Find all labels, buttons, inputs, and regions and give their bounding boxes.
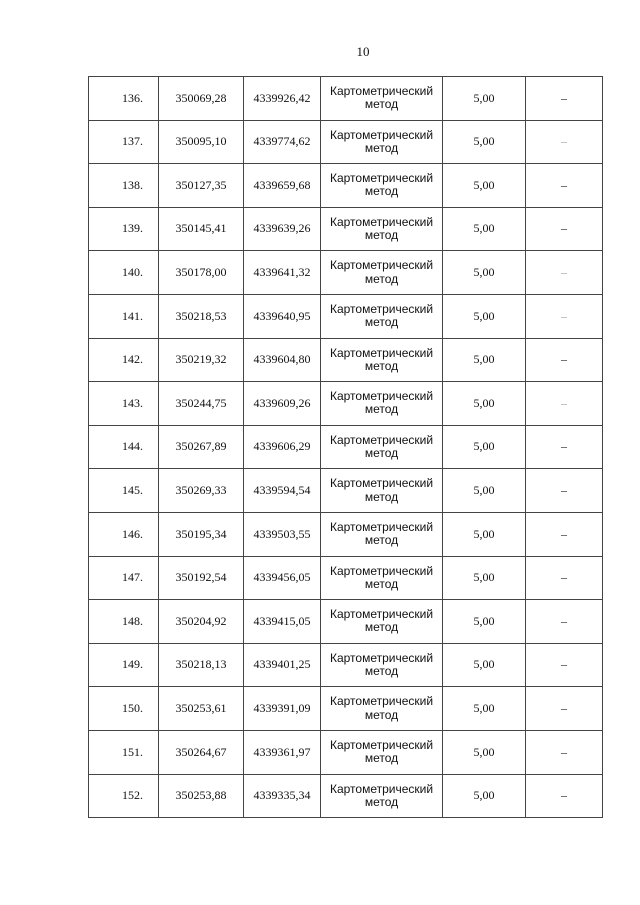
method-text: метод — [364, 489, 399, 504]
note-dash: – — [526, 382, 603, 426]
y-coordinate: 4339503,55 — [244, 512, 321, 556]
method-text: Картометрический — [329, 214, 434, 229]
table-row — [89, 164, 603, 208]
point-number: 142. — [89, 338, 159, 382]
point-number: 146. — [89, 512, 159, 556]
x-coordinate: 350244,75 — [159, 382, 244, 426]
note-dash: – — [526, 600, 603, 644]
x-coordinate: 350192,54 — [159, 556, 244, 600]
method-text: метод — [364, 533, 399, 548]
y-coordinate: 4339401,25 — [244, 643, 321, 687]
method-cell — [321, 556, 443, 600]
accuracy-value: 5,00 — [443, 207, 526, 251]
accuracy-value: 5,00 — [443, 338, 526, 382]
coordinates-table-body — [89, 77, 603, 818]
x-coordinate: 350127,35 — [159, 164, 244, 208]
x-coordinate: 350219,32 — [159, 338, 244, 382]
method-text: Картометрический — [329, 302, 434, 317]
y-coordinate: 4339456,05 — [244, 556, 321, 600]
y-coordinate: 4339641,32 — [244, 251, 321, 295]
point-number: 138. — [89, 164, 159, 208]
y-coordinate: 4339926,42 — [244, 77, 321, 121]
note-dash: – — [526, 774, 603, 818]
y-coordinate: 4339640,95 — [244, 294, 321, 338]
y-coordinate: 4339335,34 — [244, 774, 321, 818]
coordinates-table — [88, 76, 603, 818]
note-dash: – — [526, 207, 603, 251]
point-number: 145. — [89, 469, 159, 513]
method-cell — [321, 687, 443, 731]
method-cell — [321, 164, 443, 208]
accuracy-value: 5,00 — [443, 164, 526, 208]
method-text: метод — [364, 228, 399, 243]
method-text: Картометрический — [329, 171, 434, 186]
x-coordinate: 350178,00 — [159, 251, 244, 295]
table-row — [89, 77, 603, 121]
note-dash: – — [526, 425, 603, 469]
table-row — [89, 730, 603, 774]
accuracy-value: 5,00 — [443, 687, 526, 731]
method-text: метод — [364, 664, 399, 679]
point-number: 149. — [89, 643, 159, 687]
point-number: 140. — [89, 251, 159, 295]
method-text: Картометрический — [329, 258, 434, 273]
method-cell — [321, 294, 443, 338]
note-dash: – — [526, 294, 603, 338]
note-dash: – — [526, 251, 603, 295]
method-text: Картометрический — [329, 650, 434, 665]
point-number: 137. — [89, 120, 159, 164]
method-cell — [321, 730, 443, 774]
method-text: Картометрический — [329, 432, 434, 447]
accuracy-value: 5,00 — [443, 382, 526, 426]
page-number: 10 — [356, 44, 370, 59]
method-cell — [321, 77, 443, 121]
x-coordinate: 350218,53 — [159, 294, 244, 338]
accuracy-value: 5,00 — [443, 774, 526, 818]
method-text: Картометрический — [329, 694, 434, 709]
x-coordinate: 350269,33 — [159, 469, 244, 513]
method-text: Картометрический — [329, 563, 434, 578]
method-text: метод — [364, 576, 399, 591]
table-row — [89, 556, 603, 600]
y-coordinate: 4339609,26 — [244, 382, 321, 426]
y-coordinate: 4339639,26 — [244, 207, 321, 251]
method-text: Картометрический — [329, 781, 434, 796]
method-text: Картометрический — [329, 738, 434, 753]
y-coordinate: 4339361,97 — [244, 730, 321, 774]
accuracy-value: 5,00 — [443, 730, 526, 774]
method-cell — [321, 425, 443, 469]
point-number: 148. — [89, 600, 159, 644]
x-coordinate: 350264,67 — [159, 730, 244, 774]
method-cell — [321, 512, 443, 556]
method-cell — [321, 251, 443, 295]
x-coordinate: 350253,61 — [159, 687, 244, 731]
x-coordinate: 350145,41 — [159, 207, 244, 251]
method-cell — [321, 120, 443, 164]
x-coordinate: 350204,92 — [159, 600, 244, 644]
y-coordinate: 4339604,80 — [244, 338, 321, 382]
x-coordinate: 350095,10 — [159, 120, 244, 164]
method-text: метод — [364, 315, 399, 330]
note-dash: – — [526, 164, 603, 208]
accuracy-value: 5,00 — [443, 120, 526, 164]
y-coordinate: 4339774,62 — [244, 120, 321, 164]
note-dash: – — [526, 556, 603, 600]
method-text: метод — [364, 402, 399, 417]
accuracy-value: 5,00 — [443, 425, 526, 469]
method-text: метод — [364, 184, 399, 199]
point-number: 151. — [89, 730, 159, 774]
table-row — [89, 294, 603, 338]
note-dash: – — [526, 512, 603, 556]
x-coordinate: 350267,89 — [159, 425, 244, 469]
point-number: 139. — [89, 207, 159, 251]
method-text: метод — [364, 271, 399, 286]
method-cell — [321, 774, 443, 818]
note-dash: – — [526, 687, 603, 731]
accuracy-value: 5,00 — [443, 643, 526, 687]
method-text: Картометрический — [329, 389, 434, 404]
point-number: 152. — [89, 774, 159, 818]
method-cell — [321, 469, 443, 513]
x-coordinate: 350069,28 — [159, 77, 244, 121]
x-coordinate: 350253,88 — [159, 774, 244, 818]
method-cell — [321, 600, 443, 644]
point-number: 150. — [89, 687, 159, 731]
table-row — [89, 382, 603, 426]
method-text: Картометрический — [329, 607, 434, 622]
method-text: метод — [364, 140, 399, 155]
point-number: 144. — [89, 425, 159, 469]
accuracy-value: 5,00 — [443, 77, 526, 121]
y-coordinate: 4339391,09 — [244, 687, 321, 731]
method-text: метод — [364, 620, 399, 635]
table-row — [89, 643, 603, 687]
method-cell — [321, 207, 443, 251]
x-coordinate: 350218,13 — [159, 643, 244, 687]
table-row — [89, 469, 603, 513]
y-coordinate: 4339594,54 — [244, 469, 321, 513]
method-text: метод — [364, 707, 399, 722]
table-row — [89, 512, 603, 556]
y-coordinate: 4339606,29 — [244, 425, 321, 469]
accuracy-value: 5,00 — [443, 556, 526, 600]
note-dash: – — [526, 643, 603, 687]
table-row — [89, 600, 603, 644]
table-row — [89, 338, 603, 382]
note-dash: – — [526, 469, 603, 513]
method-cell — [321, 643, 443, 687]
table-row — [89, 251, 603, 295]
accuracy-value: 5,00 — [443, 600, 526, 644]
point-number: 136. — [89, 77, 159, 121]
note-dash: – — [526, 120, 603, 164]
point-number: 143. — [89, 382, 159, 426]
table-row — [89, 207, 603, 251]
method-cell — [321, 338, 443, 382]
y-coordinate: 4339659,68 — [244, 164, 321, 208]
y-coordinate: 4339415,05 — [244, 600, 321, 644]
method-text: метод — [364, 794, 399, 809]
method-text: Картометрический — [329, 476, 434, 491]
table-row — [89, 774, 603, 818]
point-number: 141. — [89, 294, 159, 338]
method-text: Картометрический — [329, 345, 434, 360]
method-cell — [321, 382, 443, 426]
note-dash: – — [526, 77, 603, 121]
method-text: метод — [364, 97, 399, 112]
point-number: 147. — [89, 556, 159, 600]
x-coordinate: 350195,34 — [159, 512, 244, 556]
note-dash: – — [526, 338, 603, 382]
method-text: метод — [364, 358, 399, 373]
method-text: Картометрический — [329, 127, 434, 142]
method-text: Картометрический — [329, 84, 434, 99]
accuracy-value: 5,00 — [443, 251, 526, 295]
method-text: метод — [364, 751, 399, 766]
table-row — [89, 425, 603, 469]
accuracy-value: 5,00 — [443, 512, 526, 556]
table-row — [89, 687, 603, 731]
table-row — [89, 120, 603, 164]
accuracy-value: 5,00 — [443, 469, 526, 513]
method-text: метод — [364, 446, 399, 461]
method-text: Картометрический — [329, 520, 434, 535]
accuracy-value: 5,00 — [443, 294, 526, 338]
note-dash: – — [526, 730, 603, 774]
